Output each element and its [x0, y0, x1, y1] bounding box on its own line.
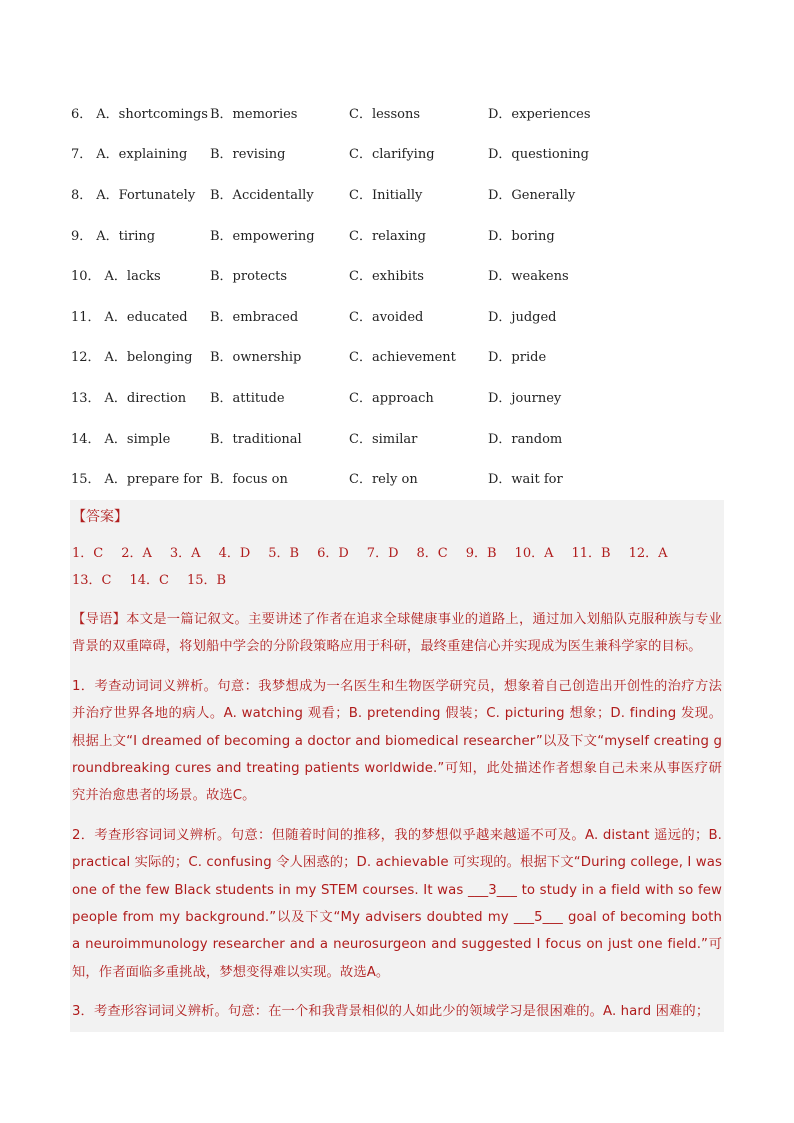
option-a: A．simple [104, 431, 171, 447]
option-row [71, 214, 631, 255]
option-a: A．Fortunately [96, 187, 196, 203]
question-number: 6． [71, 106, 93, 122]
option-row [71, 295, 631, 336]
option-b: B．focus on [210, 472, 288, 488]
option-b: B．revising [210, 147, 286, 163]
option-d: D．experiences [488, 106, 591, 122]
answer-key: 5．B [268, 546, 300, 561]
explanation-2: 2．考查形容词词义辨析。句意：但随着时间的推移，我的梦想似乎越来越遥不可及。A. distant 遥远的；B. practical 实际的；C. confusing 令人困惑的；D. achievable 可实现的。根据下文“During college, I was one of the few Black students in my STEM courses. It was ___3___ to study in a field with so few people from my background.”以及下文“My advisers doubted my ___5___ goal of becoming both a neuroimmunology researcher and a neurosurgeon and suggested I focus on just one field.”可知，作者面临多重挑战，梦想变得难以实现。故选A。 [72, 827, 722, 980]
option-b: B．memories [210, 106, 298, 122]
option-row [71, 133, 631, 174]
option-c: C．relaxing [349, 228, 426, 244]
option-a-cell [71, 428, 210, 447]
option-a-cell [71, 306, 210, 325]
answer-key: 11．B [571, 546, 611, 561]
option-a: A．educated [104, 309, 188, 325]
option-d: D．boring [488, 228, 555, 244]
question-number: 14． [71, 431, 101, 447]
question-number: 10． [71, 269, 101, 285]
question-number: 11． [71, 309, 101, 325]
option-a: A．tiring [96, 228, 156, 244]
option-b: B．embraced [210, 309, 299, 325]
option-row [71, 417, 631, 458]
answer-header: 【答案】 [72, 509, 128, 525]
option-a: A．belonging [104, 350, 193, 366]
option-c: C．similar [349, 431, 418, 447]
answer-key: 12．A [628, 546, 668, 561]
option-a: A．direction [104, 390, 187, 406]
option-c: C．achievement [349, 350, 456, 366]
option-d: D．Generally [488, 187, 576, 203]
answer-key: 10．A [514, 546, 554, 561]
option-row [71, 254, 631, 295]
option-c: C．rely on [349, 472, 418, 488]
answer-key: 4．D [218, 546, 251, 561]
guide-paragraph: 【导语】本文是一篇记叙文。主要讲述了作者在追求全球健康事业的道路上，通过加入划船队克服种族与专业背景的双重障碍，将划船中学会的分阶段策略应用于科研，最终重建信心并实现成为医生兼科学家的目标。 [72, 612, 722, 655]
question-number: 9． [71, 228, 93, 244]
answer-keys [72, 540, 722, 594]
option-b: B．empowering [210, 228, 315, 244]
option-b: B．traditional [210, 431, 302, 447]
option-a-cell [71, 225, 210, 244]
answer-key: 6．D [317, 546, 349, 561]
option-d: D．pride [488, 350, 547, 366]
answer-key: 14．C [129, 573, 169, 588]
answer-key: 15．B [187, 573, 227, 588]
answer-key: 3．A [169, 546, 201, 561]
option-b: B．protects [210, 269, 288, 285]
option-d: D．weakens [488, 269, 569, 285]
option-b: B．Accidentally [210, 187, 314, 203]
option-b: B．attitude [210, 390, 285, 406]
option-c: C．exhibits [349, 269, 424, 285]
question-number: 12． [71, 350, 101, 366]
question-number: 7． [71, 147, 93, 163]
option-d: D．judged [488, 309, 557, 325]
option-d: D．random [488, 431, 563, 447]
answer-key: 8．C [416, 546, 448, 561]
option-row [71, 173, 631, 214]
question-number: 13． [71, 390, 101, 406]
explanation-1: 1．考查动词词义辨析。句意：我梦想成为一名医生和生物医学研究员，想象着自己创造出开创性的治疗方法并治疗世界各地的病人。A. watching 观看；B. pretending 假装；C. picturing 想象；D. finding 发现。根据上文“I dreamed of becoming a doctor and biomedical researcher”以及下文“myself creating groundbreaking cures and treating patients worldwide.”可知，此处描述作者想象自己未来从事医疗研究并治愈患者的场景。故选C。 [72, 678, 722, 804]
option-row [71, 376, 631, 417]
option-d: D．journey [488, 390, 562, 406]
option-d: D．questioning [488, 147, 589, 163]
option-a-cell [71, 143, 210, 162]
answer-key: 2．A [121, 546, 152, 561]
option-a-cell [71, 184, 210, 203]
option-a-cell [71, 346, 210, 365]
explanation-3: 3．考查形容词词义辨析。句意：在一个和我背景相似的人如此少的领域学习是很困难的。A. hard 困难的； [72, 1004, 710, 1020]
answer-key: 13．C [72, 573, 112, 588]
option-a: A．prepare for [104, 472, 203, 488]
option-row [71, 457, 631, 498]
option-a-cell [71, 387, 210, 406]
option-a: A．shortcomings [96, 106, 208, 122]
option-a: A．lacks [104, 269, 161, 285]
option-c: C．avoided [349, 309, 424, 325]
option-d: D．wait for [488, 472, 563, 488]
answer-key: 9．B [465, 546, 497, 561]
option-c: C．clarifying [349, 147, 435, 163]
option-c: C．Initially [349, 187, 423, 203]
option-a-cell [71, 103, 210, 122]
option-a: A．explaining [96, 147, 188, 163]
option-row [71, 92, 631, 133]
answer-section [70, 500, 724, 1032]
question-number: 8． [71, 187, 93, 203]
option-a-cell [71, 468, 210, 487]
option-a-cell [71, 265, 210, 284]
question-number: 15． [71, 472, 101, 488]
option-c: C．lessons [349, 106, 421, 122]
option-row [71, 336, 631, 377]
option-c: C．approach [349, 390, 434, 406]
answer-key: 7．D [366, 546, 399, 561]
options-list [71, 92, 631, 498]
answer-key: 1．C [72, 546, 104, 561]
option-b: B．ownership [210, 350, 302, 366]
